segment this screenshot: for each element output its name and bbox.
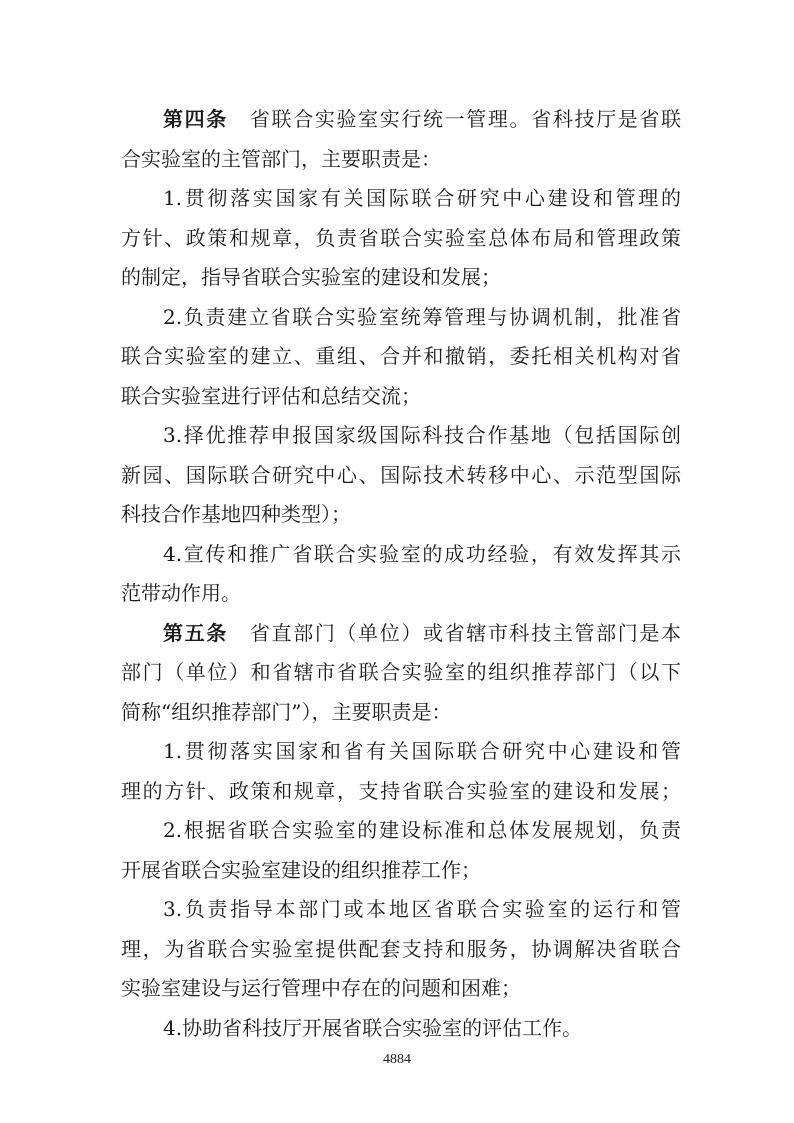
paragraph-line: 4.协助省科技厅开展省联合实验室的评估工作。 [163,1015,583,1040]
paragraph-line: 科技合作基地四种类型）； [121,502,351,526]
paragraph-line: 2.根据省联合实验室的建设标准和总体发展规划，负责 [163,818,681,842]
article-5-heading: 第五条 [163,620,228,645]
article-4-first-line [121,100,681,140]
paragraph-line: 部门（单位）和省辖市省联合实验室的组织推荐部门（以下 [121,660,681,684]
paragraph-line: 1.贯彻落实国家和省有关国际联合研究中心建设和管 [163,739,681,763]
paragraph-line: 3.负责指导本部门或本地区省联合实验室的运行和管 [163,897,681,921]
page-number: 4884 [383,1052,411,1067]
paragraph-line: 理的方针、政策和规章，支持省联合实验室的建设和发展； [121,778,681,803]
paragraph-line: 实验室建设与运行管理中存在的问题和困难； [121,976,521,1000]
article-4-heading: 第四条 [163,107,228,131]
paragraph-line: 合实验室的主管部门，主要职责是： [121,146,441,171]
article-5-first-line [121,614,681,654]
paragraph-line: 联合实验室进行评估和总结交流； [121,383,421,408]
paragraph-line: 简称“组织推荐部门”），主要职责是： [121,699,452,724]
paragraph-line: 联合实验室的建立、重组、合并和撤销，委托相关机构对省 [121,344,681,368]
paragraph-line: 3.择优推荐申报国家级国际科技合作基地（包括国际创 [163,423,681,447]
article-4-text: 省联合实验室实行统一管理。省科技厅是省联 [249,107,682,131]
paragraph-line: 范带动作用。 [121,581,241,605]
paragraph-line: 4.宣传和推广省联合实验室的成功经验，有效发挥其示 [163,541,681,566]
paragraph-line: 理，为省联合实验室提供配套支持和服务，协调解决省联合 [121,936,681,961]
paragraph-line: 2.负责建立省联合实验室统筹管理与协调机制，批准省 [163,304,681,329]
paragraph-line: 新园、国际联合研究中心、国际技术转移中心、示范型国际 [121,462,681,487]
article-5-text: 省直部门（单位）或省辖市科技主管部门是本 [249,620,682,645]
paragraph-line: 1.贯彻落实国家有关国际联合研究中心建设和管理的 [163,186,681,210]
paragraph-line: 的制定，指导省联合实验室的建设和发展； [121,265,501,289]
paragraph-line: 开展省联合实验室建设的组织推荐工作； [121,857,481,882]
document-body [121,100,681,1048]
paragraph-line: 方针、政策和规章，负责省联合实验室总体布局和管理政策 [121,225,681,250]
